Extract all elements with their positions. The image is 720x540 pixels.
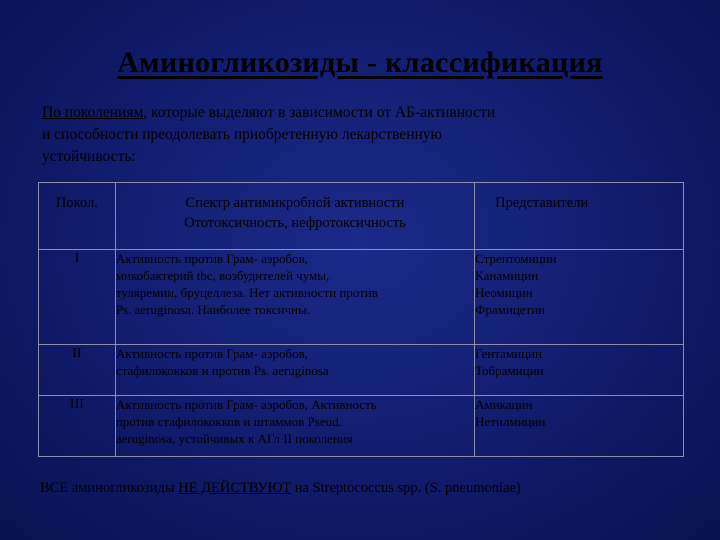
table-header-row (39, 183, 684, 250)
spectrum-line: Активность против Грам- аэробов, Активность (115, 397, 377, 412)
intro-line-2: и способности преодолевать приобретенную лекарственную (42, 126, 443, 143)
spectrum-line: микобактерий tbc, возбудителей чумы, (115, 268, 330, 283)
header-representatives: Представители (475, 183, 684, 250)
drug-name: Канамицин (475, 268, 539, 283)
spectrum-line: Ps. aeruginosa. Наиболее токсичны. (115, 302, 310, 317)
drug-name: Нетилмицин (475, 414, 546, 429)
header-generation: Покол. (39, 183, 116, 250)
slide-title: Аминогликозиды - классификация (117, 46, 603, 79)
drug-name: Фрамицетин (475, 302, 546, 317)
drugs-cell (475, 250, 684, 345)
drugs-cell (475, 396, 684, 457)
table-row (39, 345, 684, 396)
spectrum-cell (115, 250, 474, 345)
generation-cell: III (39, 396, 116, 457)
drug-name: Амикацин (475, 397, 533, 412)
footer-underlined: НЕ ДЕЙСТВУЮТ (178, 480, 292, 496)
generation-cell: II (39, 345, 116, 396)
spectrum-line: стафилококков и против Ps. aeruginosa (115, 363, 329, 378)
intro-underlined: По поколениям (42, 104, 144, 121)
drug-name: Неомицин (475, 285, 533, 300)
table-row (39, 396, 684, 457)
spectrum-cell (115, 396, 474, 457)
spectrum-line: Активность против Грам- аэробов, (115, 346, 308, 361)
header-spectrum-line-2: Ототоксичность, нефротоксичность (184, 215, 406, 231)
intro-text (42, 102, 692, 168)
spectrum-cell (115, 345, 474, 396)
header-spectrum (115, 183, 474, 250)
intro-line-1-rest: , которые выделяют в зависимости от АБ-активности (143, 104, 496, 121)
footer-note (40, 480, 700, 497)
spectrum-line: против стафилококков и штаммов Pseud. (115, 414, 342, 429)
footer-part-1: ВСЕ аминогликозиды (40, 480, 179, 496)
drugs-cell (475, 345, 684, 396)
intro-line-1 (42, 102, 692, 124)
classification-table (38, 182, 684, 457)
spectrum-line: aeruginosa, устойчивых к АГл II поколения (115, 431, 353, 446)
drug-name: Тобрамицин (475, 363, 544, 378)
drug-name: Стрептомицин (475, 251, 557, 266)
drug-name: Гентамицин (475, 346, 543, 361)
spectrum-line: Активность против Грам- аэробов, (115, 251, 308, 266)
intro-line-3: устойчивость: (42, 148, 136, 165)
header-spectrum-line-1: Спектр антимикробной активности (185, 195, 405, 211)
footer-part-2: на Streptococcus spp. (S. pneumoniae) (291, 480, 521, 496)
generation-cell: I (39, 250, 116, 345)
spectrum-line: туляремии, бруцеллеза. Нет активности против (115, 285, 378, 300)
table-row (39, 250, 684, 345)
